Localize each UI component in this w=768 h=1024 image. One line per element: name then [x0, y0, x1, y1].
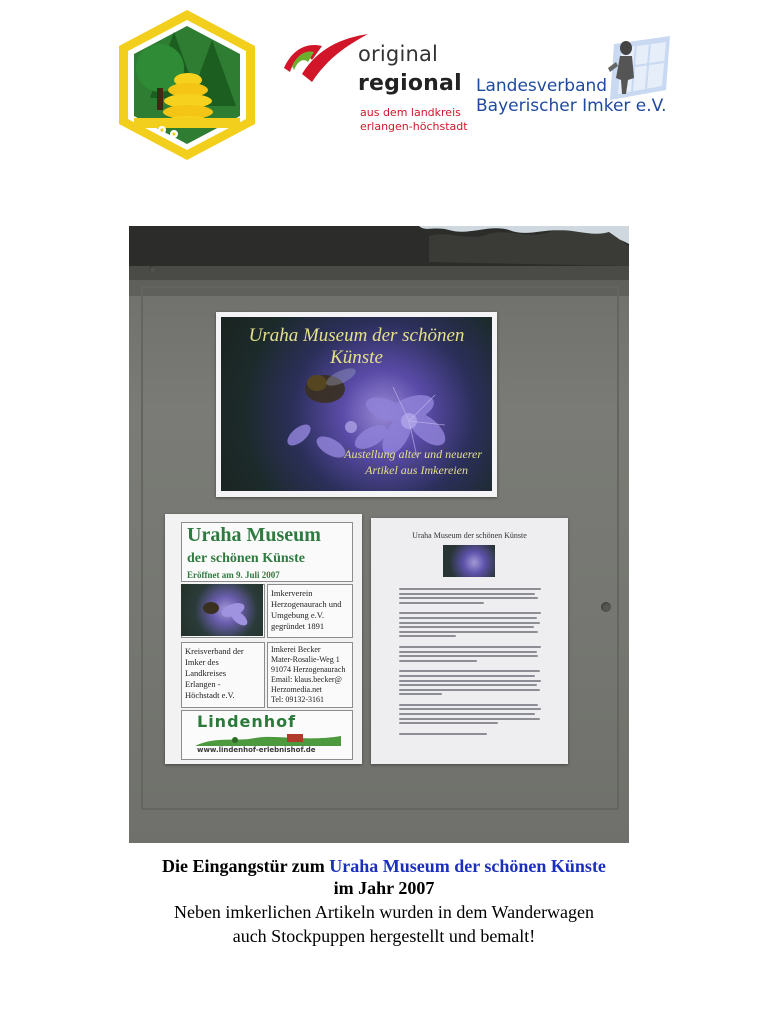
logo-subtitle-line1: aus dem landkreis — [360, 106, 461, 119]
caption-line-3: Neben imkerlichen Artikeln wurden in dem Wanderwagen — [173, 902, 595, 922]
info-kreisverband-text: Kreisverband der Imker des Landkreises Erlangen - Höchstadt e.V. — [185, 646, 244, 700]
entrance-door-photo — [129, 226, 629, 843]
text-poster — [371, 518, 568, 764]
door-bolt — [149, 266, 155, 272]
info-flower-image — [181, 584, 263, 636]
caption-line-2: im Jahr 2007 — [333, 878, 435, 898]
info-opened-date: Eröffnet am 9. Juli 2007 — [187, 570, 280, 580]
beekeepers-club-logo — [112, 6, 262, 164]
sponsor-farm-graphic — [195, 732, 341, 746]
text-poster-image — [443, 545, 495, 577]
poster-subtitle-line2: Artikel aus Imkereien — [365, 463, 468, 477]
logo-word-original: original — [358, 42, 439, 66]
info-subtitle: der schönen Künste — [187, 551, 305, 566]
text-poster-body — [399, 588, 541, 737]
text-poster-title: Uraha Museum der schönen Künste — [412, 531, 527, 540]
caption-line-4: auch Stockpuppen hergestellt und bemalt! — [232, 926, 536, 946]
poster-flower-image — [221, 317, 492, 491]
logo-landesverband-line1: Landesverband — [476, 76, 608, 96]
logo-word-regional: regional — [358, 71, 462, 96]
caption-line-1: Die Eingangstür zum Uraha Museum der schönen Künste — [162, 856, 606, 876]
poster-title: Uraha Museum der schönen Künste — [248, 325, 465, 368]
info-title: Uraha Museum — [187, 524, 321, 546]
door-bolt — [601, 602, 611, 612]
landesverband-logo — [474, 30, 684, 125]
poster-subtitle-line1: Austellung alter und neuerer — [344, 447, 482, 461]
logo-subtitle-line2: erlangen-höchstadt — [360, 120, 468, 133]
info-verein-text: Imkerverein Herzogenaurach und Umgebung e.V. gegründet 1891 — [271, 588, 342, 631]
museum-poster — [216, 312, 497, 497]
info-imkerei-text: Imkerei Becker Mater-Rosalie-Weg 1 91074 Herzogenaurach Email: klaus.becker@ Herzomedia.net Tel: 09132-3161 — [271, 645, 346, 704]
info-poster — [165, 514, 362, 764]
sponsor-name: Lindenhof — [197, 712, 297, 731]
logo-landesverband-line2: Bayerischer Imker e.V. — [476, 96, 667, 116]
sponsor-url: www.lindenhof-erlebnishof.de — [197, 746, 316, 754]
caption-museum-name: Uraha Museum der schönen Künste — [329, 856, 606, 876]
original-regional-logo — [280, 28, 470, 148]
